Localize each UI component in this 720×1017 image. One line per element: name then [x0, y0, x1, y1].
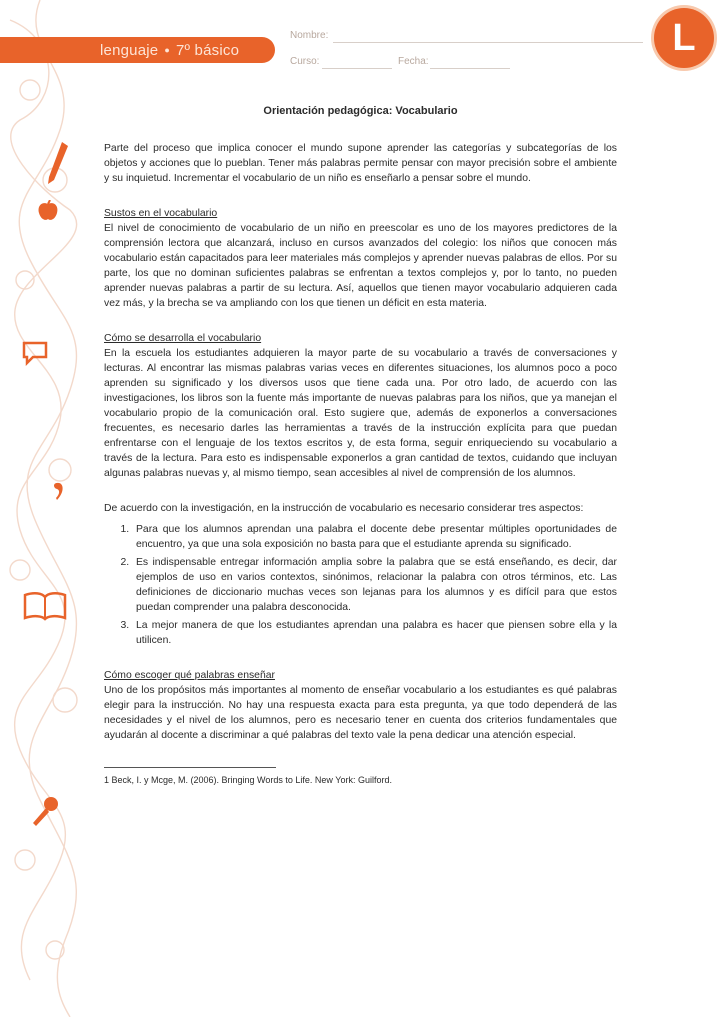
document-body	[104, 100, 617, 786]
course-field[interactable]	[322, 68, 392, 69]
date-field[interactable]	[430, 68, 510, 69]
section-vocabulary-gaps	[104, 206, 617, 311]
list-intro: De acuerdo con la investigación, en la instrucción de vocabulario es necesario considerar tres aspectos:	[104, 503, 584, 514]
section-heading: Cómo escoger qué palabras enseñar	[104, 670, 275, 681]
list-item: 3. La mejor manera de que los estudiantes aprendan una palabra es hacer que piensen sobre ella y la utilicen.	[132, 618, 617, 648]
speech-bubble-icon	[20, 340, 50, 366]
subject-logo: L	[654, 8, 714, 68]
name-field[interactable]	[333, 42, 643, 43]
name-label: Nombre:	[290, 30, 329, 41]
section-vocabulary-development	[104, 331, 617, 481]
section-body: En la escuela los estudiantes adquieren la mayor parte de su vocabulario a través de conversaciones y lecturas. Al encontrar las mismas palabras varias veces en diferentes situaciones, los alumnos poco a poco aprenden su significado y los diversos usos que tiene cada una. Por otro lado, de acuerdo con las investigaciones, los libros son la fuente más importante de nuevas palabras para los niños, que ya manejan el vocabulario propio de la comunicación oral. Esto sugiere que, además de exponerlos a conversaciones frecuentes, es necesario darles las herramientas a través de la instrucción explícita para que puedan enfrentarse con el lenguaje de los textos escritos y, de esta forma, seguir enriqueciendo su vocabulario a través de la lectura. Para esto es indispensable exponerlos a gran cantidad de textos, cuidando que incluyan algunas palabras nuevas y, al mismo tiempo, sean accesibles al nivel de comprensión de los alumnos.	[104, 348, 617, 479]
section-heading: Cómo se desarrolla el vocabulario	[104, 333, 262, 344]
pencil-icon	[44, 140, 70, 186]
section-heading: Sustos en el vocabulario	[104, 208, 218, 219]
section-body: Uno de los propósitos más importantes al momento de enseñar vocabulario a los estudiantes es qué palabras elegir para la instrucción. No hay una respuesta exacta para esta pregunta, ya que todo dependerá de las necesidades y el nivel de los alumnos, pero es necesario tener en cuenta dos criterios fundamentales que ayudarán al docente a discriminar a qué palabras del texto vale la pena dedicar una atención especial.	[104, 685, 617, 741]
footnote: 1 Beck, I. y Mcge, M. (2006). Bringing Words to Life. New York: Guilford.	[104, 775, 392, 785]
date-label: Fecha:	[398, 56, 429, 67]
microphone-icon	[30, 795, 60, 827]
course-label: Curso:	[290, 56, 320, 67]
section-choosing-words	[104, 668, 617, 743]
intro-paragraph: Parte del proceso que implica conocer el mundo supone aprender las categorías y subcategorías de los objetos y acciones que lo pueblan. Tener más palabras permite pensar con mayor precisión sobre el ambiente y su inquietud. Incrementar el vocabulario de un niño es enseñarlo a pensar sobre el mundo.	[104, 143, 617, 184]
book-icon	[22, 590, 68, 622]
list-item: 2. Es indispensable entregar información amplia sobre la palabra que se está enseñando, es decir, dar ejemplos de uso en varios contextos, sinónimos, relacionar la palabra con otros términos, etc. Las definiciones de diccionario muchas veces son lejanas para los alumnos y es difícil para que estos puedan comprender una palabra desconocida.	[132, 555, 617, 615]
list-item: 1. Para que los alumnos aprendan una palabra el docente debe presentar múltiples oportunidades de encuentro, ya que una sola exposición no basta para que el estudiante aprenda su significado.	[132, 522, 617, 552]
grade-label: 7º básico	[175, 41, 240, 59]
aspects-list	[104, 522, 617, 648]
separator-dot: ●	[164, 45, 170, 55]
footnote-divider	[104, 767, 276, 768]
document-title: Orientación pedagógica: Vocabulario	[263, 105, 458, 117]
section-body: El nivel de conocimiento de vocabulario de un niño en preescolar es uno de los mayores predictores de la comprensión lectora que alcanzará, incluso en cursos avanzados del colegio: los niños que conocen más vocabulario están capacitados para leer materiales más complejos y aprender nuevas palabras de ellos. Por su parte, los que no dominan suficientes palabras se enfrentan a textos complejos y, por lo tanto, no pueden aprender nuevas palabras a partir de su lectura. Así, aquellos que tienen mayor vocabulario adquieren cada vez más, y la brecha se va ampliando con los que tienen un déficit en esta materia.	[104, 223, 617, 309]
apple-icon	[36, 200, 60, 222]
subject-band	[0, 37, 275, 63]
subject-label: lenguaje	[100, 41, 159, 59]
comma-icon	[52, 480, 68, 502]
